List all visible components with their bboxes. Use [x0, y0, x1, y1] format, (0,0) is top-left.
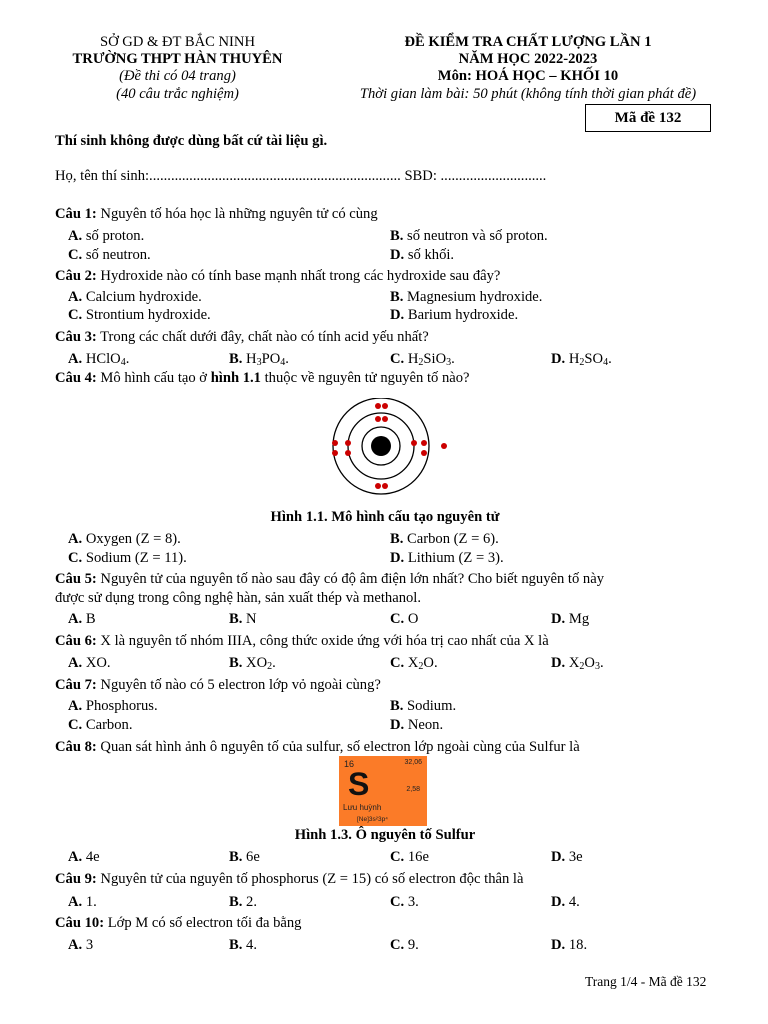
- exam-code-box: Mã đề 132: [585, 104, 711, 132]
- name-sbd-line: Họ, tên thí sinh:..................................................................... SBD: .............................: [55, 168, 547, 184]
- school-name: TRƯỜNG THPT HÀN THUYÊN: [72, 51, 283, 67]
- question-10: Câu 10: Lớp M có số electron tối đa bằng: [55, 915, 302, 931]
- q8-option-d[interactable]: D. 3e: [551, 849, 583, 865]
- q2-option-a[interactable]: A. Calcium hydroxide.: [68, 289, 202, 305]
- q10-option-c[interactable]: C. 9.: [390, 937, 419, 953]
- question-5-line-2: được sử dụng trong công nghệ hàn, sản xuất thép và methanol.: [55, 590, 422, 606]
- question-6: Câu 6: X là nguyên tố nhóm IIIA, công thức oxide ứng với hóa trị cao nhất của X là: [55, 633, 549, 649]
- q5-option-a[interactable]: A. B: [68, 611, 96, 627]
- question-1: Câu 1: Nguyên tố hóa học là những nguyên tử có cùng: [55, 206, 378, 222]
- q5-option-b[interactable]: B. N: [229, 611, 257, 627]
- q1-option-c[interactable]: C. số neutron.: [68, 247, 151, 263]
- q9-option-d[interactable]: D. 4.: [551, 894, 580, 910]
- school-year: NĂM HỌC 2022-2023: [458, 51, 598, 67]
- q5-option-c[interactable]: C. O: [390, 611, 419, 627]
- department: SỞ GD & ĐT BẮC NINH: [99, 34, 255, 50]
- question-5: Câu 5: Nguyên tử của nguyên tố nào sau đây có độ âm điện lớn nhất? Cho biết nguyên tố này: [55, 571, 605, 587]
- q5-option-d[interactable]: D. Mg: [551, 611, 590, 627]
- atomic-number: 16: [344, 759, 355, 769]
- question-8: Câu 8: Quan sát hình ảnh ô nguyên tố của sulfur, số electron lớp ngoài cùng của Sulfur là: [55, 739, 580, 755]
- figure-1-1-caption: Hình 1.1. Mô hình cấu tạo nguyên tử: [270, 509, 500, 525]
- q7-option-a[interactable]: A. Phosphorus.: [68, 698, 158, 714]
- pages-note: (Đề thi có 04 trang): [119, 68, 236, 84]
- q2-option-d[interactable]: D. Barium hydroxide.: [390, 307, 519, 323]
- question-4: Câu 4: Mô hình cấu tạo ở hình 1.1 thuộc về nguyên tử nguyên tố nào?: [55, 370, 470, 386]
- q10-option-b[interactable]: B. 4.: [229, 937, 257, 953]
- element-name: Lưu huỳnh: [343, 803, 382, 812]
- q3-option-b[interactable]: B. $H_3PO_4$.: [229, 351, 289, 368]
- q7-option-c[interactable]: C. Carbon.: [68, 717, 133, 733]
- q1-option-a[interactable]: A. số proton.: [68, 228, 145, 244]
- page-footer: Trang 1/4 - Mã đề 132: [585, 974, 707, 989]
- sulfur-element-tile: [339, 756, 427, 826]
- q9-option-a[interactable]: A. 1.: [68, 894, 97, 910]
- q8-option-c[interactable]: C. 16e: [390, 849, 429, 865]
- q4-option-d[interactable]: D. Lithium (Z = 3).: [390, 550, 504, 566]
- question-2: Câu 2: Hydroxide nào có tính base mạnh nhất trong các hydroxide sau đây?: [55, 268, 501, 284]
- q6-option-a[interactable]: A. XO.: [68, 655, 111, 671]
- q3-option-a[interactable]: A. HClO$_4$.: [68, 351, 130, 368]
- q10-option-d[interactable]: D. 18.: [551, 937, 588, 953]
- no-materials-note: Thí sinh không được dùng bất cứ tài liệu gì.: [55, 133, 328, 149]
- question-3: Câu 3: Trong các chất dưới đây, chất nào có tính acid yếu nhất?: [55, 329, 429, 345]
- element-symbol: S: [348, 766, 370, 802]
- q6-option-d[interactable]: D. $X_2O_3$.: [551, 655, 604, 672]
- atomic-mass: 32,06: [404, 759, 422, 766]
- figure-1-3-caption: Hình 1.3. Ô nguyên tố Sulfur: [294, 827, 476, 843]
- q8-option-a[interactable]: A. 4e: [68, 849, 100, 865]
- q9-option-c[interactable]: C. 3.: [390, 894, 419, 910]
- atom-model-figure: [320, 398, 452, 498]
- q4-option-c[interactable]: C. Sodium (Z = 11).: [68, 550, 187, 566]
- q1-option-d[interactable]: D. số khối.: [390, 247, 455, 263]
- q2-option-b[interactable]: B. Magnesium hydroxide.: [390, 289, 543, 305]
- question-7: Câu 7: Nguyên tố nào có 5 electron lớp vỏ ngoài cùng?: [55, 677, 381, 693]
- q10-option-a[interactable]: A. 3: [68, 937, 94, 953]
- exam-title: ĐỀ KIỂM TRA CHẤT LƯỢNG LẦN 1: [404, 34, 652, 50]
- q6-option-c[interactable]: C. $X_2O$.: [390, 655, 438, 672]
- q4-option-b[interactable]: B. Carbon (Z = 6).: [390, 531, 499, 547]
- q2-option-c[interactable]: C. Strontium hydroxide.: [68, 307, 211, 323]
- electron-config: [Ne]3s²3p⁴: [357, 816, 388, 823]
- count-note: (40 câu trắc nghiệm): [116, 86, 239, 102]
- question-9: Câu 9: Nguyên tử của nguyên tố phosphorus (Z = 15) có số electron độc thân là: [55, 871, 524, 887]
- q7-option-b[interactable]: B. Sodium.: [390, 698, 457, 714]
- q3-option-c[interactable]: C. $H_2SiO_3$.: [390, 351, 455, 368]
- q3-option-d[interactable]: D. $H_2SO_4$.: [551, 351, 612, 368]
- subject: Môn: HOÁ HỌC – KHỐI 10: [437, 68, 619, 84]
- q6-option-b[interactable]: B. $XO_2$.: [229, 655, 276, 672]
- q4-option-a[interactable]: A. Oxygen (Z = 8).: [68, 531, 181, 547]
- q1-option-b[interactable]: B. số neutron và số proton.: [390, 228, 548, 244]
- q8-option-b[interactable]: B. 6e: [229, 849, 260, 865]
- electronegativity: 2,58: [406, 786, 420, 793]
- q9-option-b[interactable]: B. 2.: [229, 894, 257, 910]
- duration: Thời gian làm bài: 50 phút (không tính thời gian phát đề): [359, 86, 697, 102]
- q7-option-d[interactable]: D. Neon.: [390, 717, 444, 733]
- nucleus: [371, 436, 391, 456]
